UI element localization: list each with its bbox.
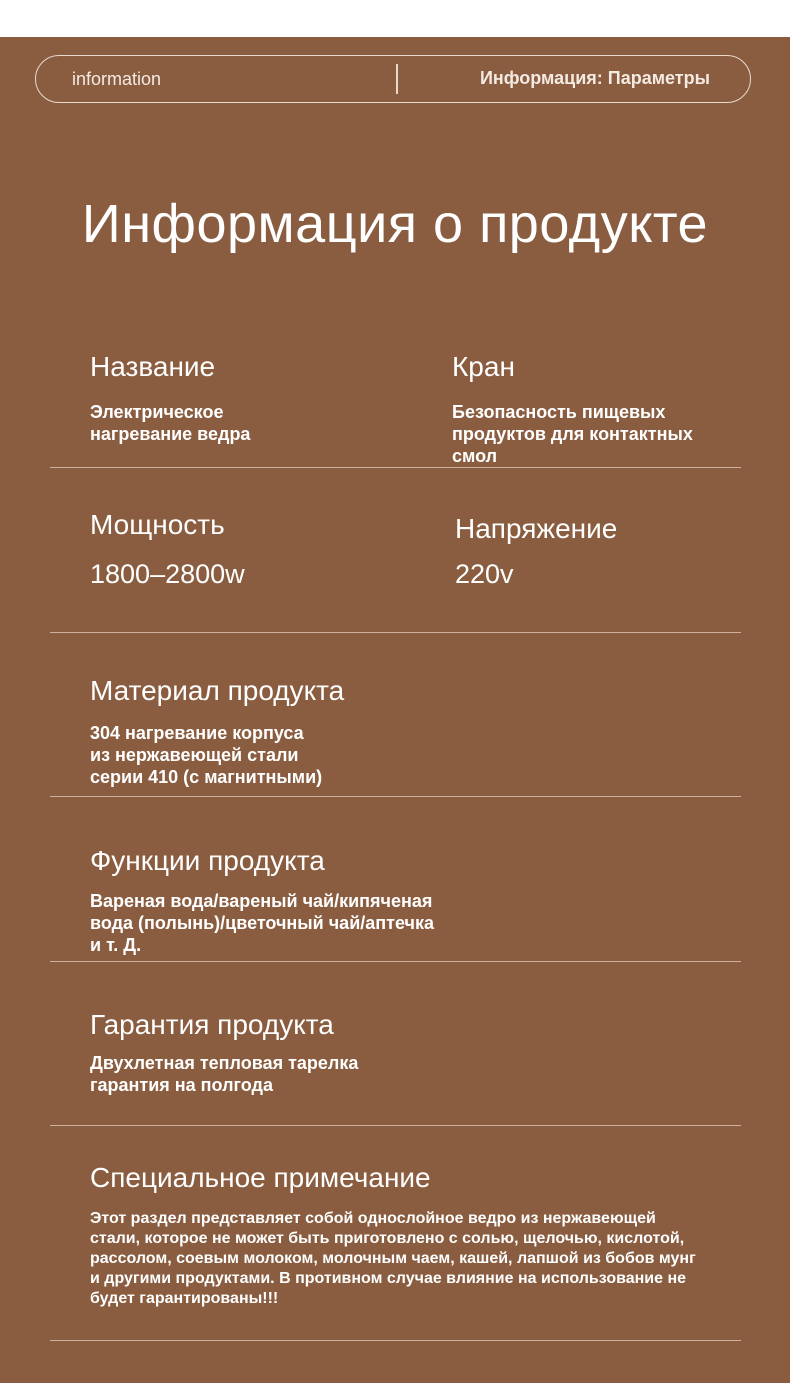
page-title: Информация о продукте <box>81 194 709 254</box>
spec-warranty-value <box>90 1052 358 1096</box>
divider-line <box>50 1125 741 1126</box>
divider-line <box>50 467 741 468</box>
divider-line <box>50 961 741 962</box>
spec-note-line: будет гарантированы!!! <box>90 1290 279 1307</box>
nav-information-label[interactable]: information <box>72 69 162 89</box>
spec-voltage-label: Напряжение <box>455 513 618 544</box>
spec-note-line: рассолом, соевым молоком, молочным чаем, кашей, лапшой из бобов мунг <box>90 1250 696 1267</box>
spec-warranty-value-line: Двухлетная тепловая тарелка <box>90 1053 359 1073</box>
spec-functions-value-line: вода (полынь)/цветочный чай/аптечка <box>90 913 434 933</box>
spec-power-value: 1800–2800w <box>90 559 245 589</box>
spec-material-value-line: серии 410 (с магнитными) <box>90 767 323 787</box>
nav-parameters-label[interactable]: Информация: Параметры <box>479 68 710 88</box>
spec-material-value-line: из нержавеющей стали <box>90 745 299 765</box>
spec-power-label: Мощность <box>90 509 225 540</box>
header-nav-pill <box>35 55 751 103</box>
product-info-panel <box>0 37 790 1383</box>
spec-name-value <box>90 401 250 445</box>
spec-functions-label: Функции продукта <box>90 845 325 876</box>
spec-material-value-line: 304 нагревание корпуса <box>90 723 304 743</box>
spec-material-label: Материал продукта <box>90 675 345 706</box>
divider-line <box>50 1340 741 1341</box>
spec-functions-value-line: и т. Д. <box>90 935 142 955</box>
spec-tap-value <box>452 401 693 467</box>
spec-note-text <box>90 1209 760 1309</box>
spec-voltage-value: 220v <box>455 559 514 589</box>
spec-note-line: Этот раздел представляет собой однослойное ведро из нержавеющей <box>90 1210 656 1227</box>
divider-line <box>50 796 741 797</box>
spec-warranty-value-line: гарантия на полгода <box>90 1075 273 1095</box>
spec-functions-value-line: Вареная вода/вареный чай/кипяченая <box>90 891 433 911</box>
spec-tap-value-line: Безопасность пищевых <box>452 402 666 422</box>
spec-material-value <box>90 722 322 788</box>
spec-tap-value-line: смол <box>452 446 498 466</box>
spec-warranty-label: Гарантия продукта <box>90 1009 334 1040</box>
spec-note-line: стали, которое не может быть приготовлено с солью, щелочью, кислотой, <box>90 1230 685 1247</box>
spec-tap-value-line: продуктов для контактных <box>452 424 693 444</box>
spec-functions-value <box>90 890 434 956</box>
spec-note-label: Специальное примечание <box>90 1162 431 1193</box>
spec-name-value-line: нагревание ведра <box>90 424 251 444</box>
spec-name-label: Название <box>90 351 216 382</box>
spec-note-line: и другими продуктами. В противном случае влияние на использование не <box>90 1270 687 1287</box>
nav-divider <box>396 64 398 94</box>
spec-tap-label: Кран <box>452 351 515 382</box>
divider-line <box>50 632 741 633</box>
spec-name-value-line: Электрическое <box>90 402 224 422</box>
